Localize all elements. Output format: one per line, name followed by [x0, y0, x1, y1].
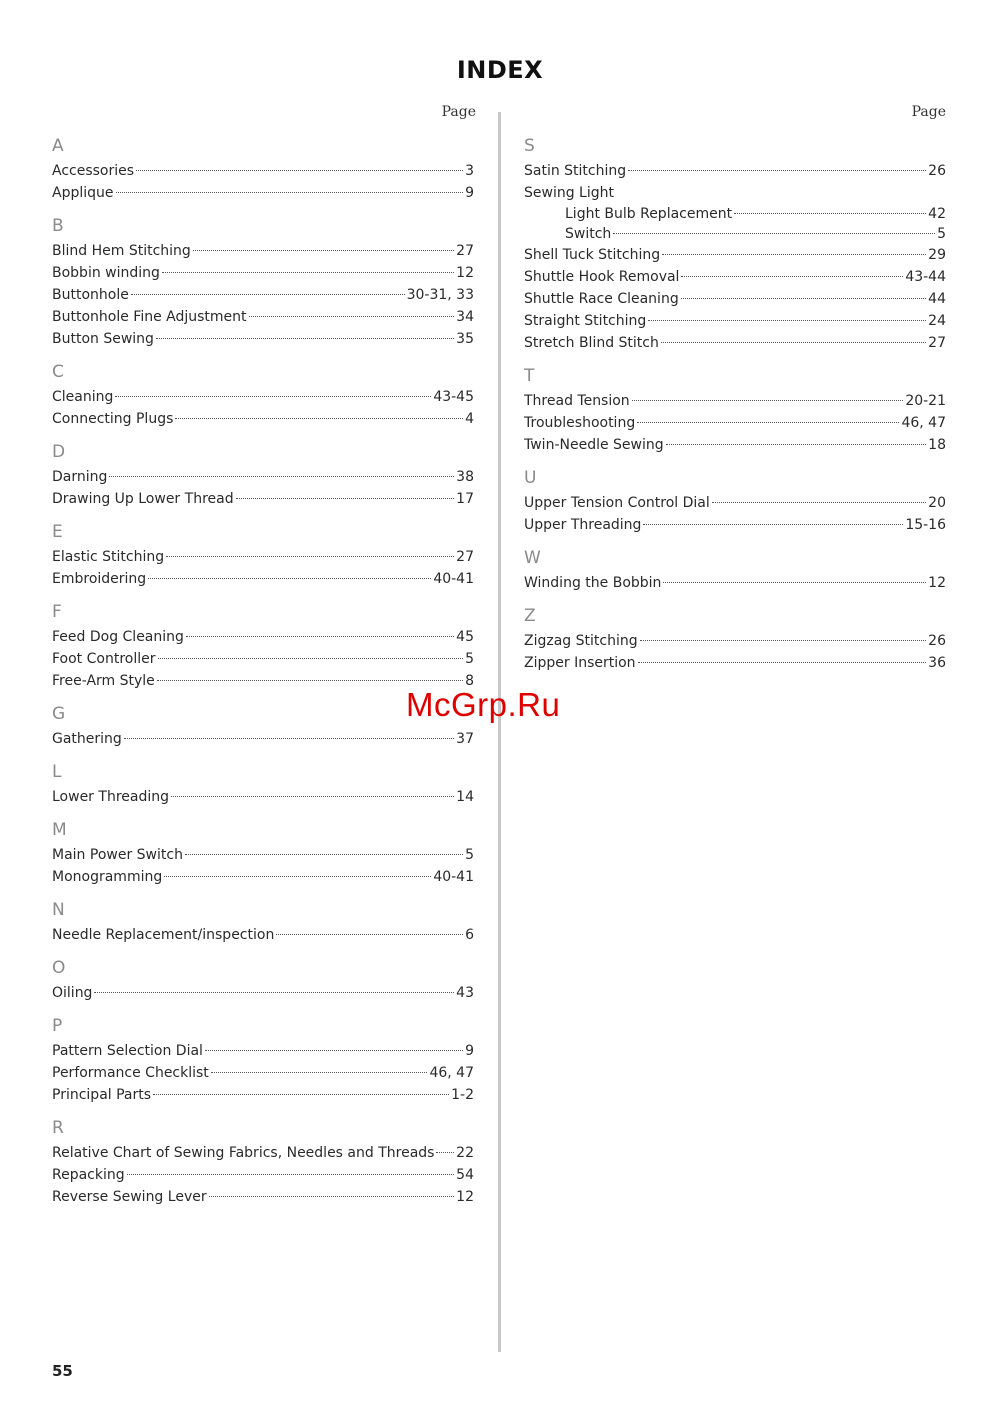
entry-page: 12	[456, 1189, 474, 1205]
section-letter: O	[52, 958, 66, 978]
entry-label: Darning	[52, 469, 108, 485]
dot-leader	[662, 254, 926, 255]
index-section	[52, 760, 474, 808]
entry-label: Repacking	[52, 1167, 125, 1183]
index-entry	[52, 262, 474, 284]
entry-page: 46, 47	[429, 1065, 474, 1081]
index-entry	[52, 648, 474, 670]
page-number: 55	[52, 1362, 73, 1380]
dot-leader	[94, 992, 454, 993]
index-entry	[524, 630, 946, 652]
index-section	[52, 214, 474, 350]
index-entry	[52, 982, 474, 1004]
index-entry	[524, 182, 946, 204]
index-entry	[524, 412, 946, 434]
entry-label: Gathering	[52, 731, 122, 747]
entry-page: 43-45	[433, 389, 474, 405]
entry-page: 34	[456, 309, 474, 325]
entry-label: Button Sewing	[52, 331, 154, 347]
index-entry	[524, 652, 946, 674]
dot-leader	[632, 400, 904, 401]
entry-page: 4	[465, 411, 474, 427]
entry-label: Stretch Blind Stitch	[524, 335, 659, 351]
entry-label: Zipper Insertion	[524, 655, 636, 671]
entry-page: 29	[928, 247, 946, 263]
entry-label: Bobbin winding	[52, 265, 160, 281]
section-letter: F	[52, 602, 62, 622]
entry-page: 38	[456, 469, 474, 485]
dot-leader	[156, 338, 454, 339]
section-letter: A	[52, 136, 64, 156]
index-entry	[52, 306, 474, 328]
dot-leader	[158, 658, 464, 659]
section-letter: G	[52, 704, 66, 724]
section-letter: T	[524, 366, 535, 386]
entry-label: Lower Threading	[52, 789, 169, 805]
section-letter: L	[52, 762, 62, 782]
entry-label: Principal Parts	[52, 1087, 152, 1103]
entry-label: Accessories	[52, 163, 135, 179]
entry-page: 12	[456, 265, 474, 281]
entry-page: 27	[928, 335, 946, 351]
column-divider	[498, 112, 501, 1352]
entry-page: 27	[456, 549, 474, 565]
index-section	[52, 134, 474, 204]
dot-leader	[193, 250, 454, 251]
index-section	[52, 898, 474, 946]
entry-page: 5	[465, 847, 474, 863]
entry-label: Troubleshooting	[524, 415, 636, 431]
entry-label: Elastic Stitching	[52, 549, 165, 565]
index-section	[52, 520, 474, 590]
entry-label: Upper Threading	[524, 517, 642, 533]
dot-leader	[734, 213, 926, 214]
entry-label: Pattern Selection Dial	[52, 1043, 203, 1059]
index-sections	[524, 134, 946, 674]
entry-page: 6	[465, 927, 474, 943]
index-entry	[524, 572, 946, 594]
section-letter: Z	[524, 606, 536, 626]
index-entry	[52, 568, 474, 590]
entry-label: Thread Tension	[524, 393, 630, 409]
entry-label: Free-Arm Style	[52, 673, 155, 689]
entry-page: 40-41	[433, 571, 474, 587]
page-column-header: Page	[911, 104, 946, 120]
index-section	[52, 956, 474, 1004]
dot-leader	[436, 1152, 454, 1153]
entry-label: Upper Tension Control Dial	[524, 495, 710, 511]
index-entry	[52, 786, 474, 808]
entry-page: 46, 47	[901, 415, 946, 431]
index-entry	[524, 160, 946, 182]
dot-leader	[640, 640, 927, 641]
index-entry	[52, 1040, 474, 1062]
entry-page: 14	[456, 789, 474, 805]
index-entry	[524, 224, 946, 244]
dot-leader	[643, 524, 903, 525]
index-entry	[524, 390, 946, 412]
index-entry	[524, 288, 946, 310]
dot-leader	[249, 316, 455, 317]
index-section	[52, 1014, 474, 1106]
index-entry	[524, 492, 946, 514]
entry-label: Connecting Plugs	[52, 411, 174, 427]
index-entry	[52, 728, 474, 750]
entry-page: 9	[465, 185, 474, 201]
entry-page: 20-21	[905, 393, 946, 409]
index-entry	[52, 182, 474, 204]
entry-page: 40-41	[433, 869, 474, 885]
dot-leader	[115, 396, 431, 397]
dot-leader	[661, 342, 926, 343]
entry-page: 22	[456, 1145, 474, 1161]
dot-leader	[109, 476, 454, 477]
entry-page: 8	[465, 673, 474, 689]
dot-leader	[666, 444, 927, 445]
dot-leader	[638, 662, 927, 663]
index-entry	[52, 328, 474, 350]
entry-page: 54	[456, 1167, 474, 1183]
index-entry	[52, 240, 474, 262]
section-letter: B	[52, 216, 64, 236]
dot-leader	[681, 276, 903, 277]
entry-label: Blind Hem Stitching	[52, 243, 191, 259]
entry-label: Twin-Needle Sewing	[524, 437, 664, 453]
index-entry	[524, 514, 946, 536]
entry-label: Light Bulb Replacement	[565, 206, 733, 222]
section-letter: S	[524, 136, 535, 156]
section-letter: W	[524, 548, 541, 568]
entry-label: Buttonhole Fine Adjustment	[52, 309, 247, 325]
index-section	[524, 604, 946, 674]
dot-leader	[171, 796, 454, 797]
dot-leader	[211, 1072, 428, 1073]
entry-page: 26	[928, 163, 946, 179]
entry-label: Foot Controller	[52, 651, 156, 667]
index-entry	[52, 1164, 474, 1186]
dot-leader	[236, 498, 455, 499]
entry-label: Relative Chart of Sewing Fabrics, Needles and Threads	[52, 1145, 435, 1161]
entry-label: Straight Stitching	[524, 313, 647, 329]
index-entry	[524, 266, 946, 288]
entry-page: 26	[928, 633, 946, 649]
index-entry	[524, 434, 946, 456]
section-letter: C	[52, 362, 64, 382]
entry-page: 3	[465, 163, 474, 179]
entry-label: Reverse Sewing Lever	[52, 1189, 207, 1205]
index-entry	[52, 1084, 474, 1106]
entry-page: 5	[937, 226, 946, 242]
dot-leader	[162, 272, 454, 273]
entry-page: 45	[456, 629, 474, 645]
index-entry	[52, 844, 474, 866]
entry-label: Drawing Up Lower Thread	[52, 491, 234, 507]
index-entry	[52, 626, 474, 648]
entry-page: 5	[465, 651, 474, 667]
index-entry	[524, 310, 946, 332]
section-letter: U	[524, 468, 537, 488]
dot-leader	[613, 233, 935, 234]
dot-leader	[127, 1174, 455, 1175]
index-section	[524, 134, 946, 354]
dot-leader	[681, 298, 926, 299]
index-entry	[52, 1062, 474, 1084]
entry-label: Applique	[52, 185, 114, 201]
index-sections	[52, 134, 474, 1208]
dot-leader	[186, 636, 454, 637]
entry-page: 24	[928, 313, 946, 329]
index-column-right	[524, 104, 946, 674]
dot-leader	[648, 320, 926, 321]
index-entry	[52, 546, 474, 568]
entry-page: 17	[456, 491, 474, 507]
dot-leader	[663, 582, 926, 583]
entry-label: Performance Checklist	[52, 1065, 209, 1081]
entry-page: 36	[928, 655, 946, 671]
page-title: INDEX	[456, 56, 544, 84]
index-section	[524, 466, 946, 536]
index-entry	[52, 1186, 474, 1208]
section-letter: N	[52, 900, 65, 920]
index-entry	[52, 924, 474, 946]
entry-page: 15-16	[905, 517, 946, 533]
entry-label: Shell Tuck Stitching	[524, 247, 661, 263]
entry-label: Satin Stitching	[524, 163, 627, 179]
entry-label: Oiling	[52, 985, 93, 1001]
entry-label: Cleaning	[52, 389, 114, 405]
dot-leader	[276, 934, 463, 935]
dot-leader	[166, 556, 454, 557]
section-letter: R	[52, 1118, 64, 1138]
entry-page: 43-44	[905, 269, 946, 285]
entry-page: 37	[456, 731, 474, 747]
entry-page: 18	[928, 437, 946, 453]
dot-leader	[131, 294, 405, 295]
index-entry	[52, 408, 474, 430]
index-section	[52, 818, 474, 888]
entry-page: 35	[456, 331, 474, 347]
index-column-left	[52, 104, 474, 1208]
entry-page: 30-31, 33	[406, 287, 474, 303]
index-entry	[52, 160, 474, 182]
page-column-header: Page	[441, 104, 476, 120]
index-entry	[52, 1142, 474, 1164]
entry-label: Monogramming	[52, 869, 163, 885]
entry-label: Shuttle Race Cleaning	[524, 291, 679, 307]
dot-leader	[164, 876, 431, 877]
dot-leader	[209, 1196, 455, 1197]
index-entry	[524, 244, 946, 266]
index-section	[52, 1116, 474, 1208]
index-section	[524, 364, 946, 456]
entry-page: 12	[928, 575, 946, 591]
dot-leader	[136, 170, 463, 171]
dot-leader	[637, 422, 899, 423]
index-entry	[52, 488, 474, 510]
dot-leader	[628, 170, 926, 171]
entry-label: Embroidering	[52, 571, 147, 587]
entry-label: Feed Dog Cleaning	[52, 629, 184, 645]
entry-label: Needle Replacement/inspection	[52, 927, 275, 943]
entry-label: Winding the Bobbin	[524, 575, 662, 591]
index-section	[52, 360, 474, 430]
dot-leader	[153, 1094, 449, 1095]
dot-leader	[712, 502, 926, 503]
section-letter: P	[52, 1016, 63, 1036]
entry-page: 20	[928, 495, 946, 511]
dot-leader	[148, 578, 431, 579]
section-letter: D	[52, 442, 66, 462]
index-entry	[52, 466, 474, 488]
dot-leader	[185, 854, 463, 855]
entry-page: 9	[465, 1043, 474, 1059]
index-entry	[524, 332, 946, 354]
entry-label: Zigzag Stitching	[524, 633, 638, 649]
dot-leader	[157, 680, 463, 681]
section-letter: M	[52, 820, 67, 840]
index-section	[524, 546, 946, 594]
entry-label: Buttonhole	[52, 287, 129, 303]
dot-leader	[205, 1050, 463, 1051]
entry-label: Switch	[565, 226, 612, 242]
entry-page: 42	[928, 206, 946, 222]
index-entry	[524, 204, 946, 224]
dot-leader	[116, 192, 464, 193]
dot-leader	[175, 418, 463, 419]
entry-page: 27	[456, 243, 474, 259]
section-letter: E	[52, 522, 63, 542]
index-section	[52, 440, 474, 510]
entry-label: Sewing Light	[524, 185, 614, 201]
index-entry	[52, 386, 474, 408]
entry-label: Main Power Switch	[52, 847, 183, 863]
watermark: McGrp.Ru	[406, 686, 561, 723]
entry-label: Shuttle Hook Removal	[524, 269, 680, 285]
entry-page: 43	[456, 985, 474, 1001]
dot-leader	[124, 738, 454, 739]
index-entry	[52, 866, 474, 888]
entry-page: 1-2	[451, 1087, 474, 1103]
index-section	[52, 600, 474, 692]
index-entry	[52, 284, 474, 306]
entry-page: 44	[928, 291, 946, 307]
